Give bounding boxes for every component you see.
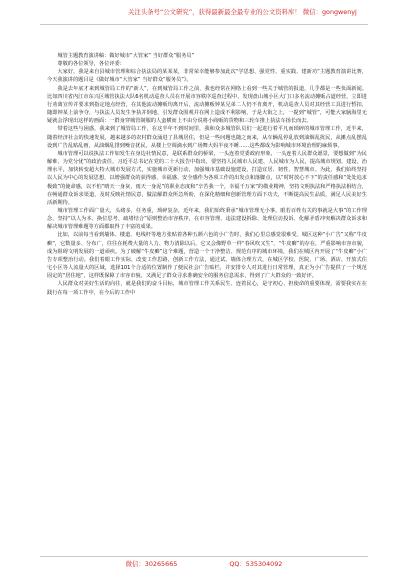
document-body (47, 52, 367, 297)
paragraph: 城市管理工作面广量大，头绪多，任务重，琐碎复杂，近年来，我们始终秉承“城市管理无小事，眼若百姓有关的事就是大事”的工作理念，坚持“以人为本、换位思考、疏堵结合”原则整治市容秩序，在市容管理、违法建设拆除、处理信访投诉、化解矛盾冲突解决群众诉求和解决城市管理难题等方面都取得了丰富的成果。 (47, 207, 367, 231)
paragraph: 人民群众对美好生活的向往，就是我们的奋斗目标，城市管理工作关系民生、连着民心，是守初心、担使命的重要体现，需要我实在在践行在每一项工作中，在今后的工作中 (47, 281, 367, 296)
header-banner[interactable]: 关注头条号“公文研究”，获得最新最全最专业的公文资料库！ 微信：gongwenyj (128, 8, 357, 16)
paragraph: 城市管理可以说执法工作如发生在身边社情民意，是联系群众的桥梁，一头连着党委政府形象，一头连着人民群众愿景，要想做到“为民解难、为党分忧”的政治责任，习近平总书记在党的二十大报告中指出，要坚持人民城市人民建、人民城市为人民，提高城市规划、建设、治理水平，加快转变超大特大城市发展方式，实施城市更新行动，加强城市基础设施建设，打造宜居、韧性、智慧城市。为此，我们始终坚持以人民为中心的发展思想，以增强群众的获得感、幸福感、安全感作为各项工作的出发点和落脚点，以“时时放心不下”的责任感和“处处追求极致”的使命感，以不怕“晴天一身灰、雨天一身泥”的职业态度和“辛苦我一个，幸福千万家”的敬业精神，坚持文明执法和严格执法相结合，在畅通群众诉求渠道，及时反映社情民意，做法解群众所急所盼，在深化精细和创新管理方面下功夫，不断提高民生品质，满足人民美好生活新期待。 (47, 150, 367, 206)
footer-divider (40, 556, 368, 557)
footer-contacts (0, 560, 408, 569)
footer-qq: QQ：535304092 (229, 560, 283, 568)
paragraph: 我是去年底才来到城管局工作的“新人”，在到城管局工作之前，我也经常在网络上看到一些关于城管的报道，几乎都是一些负面新闻。比如四川省内江市东兴区城管执法大队6名机动巡查人员在开展市容秩序巡查过程中，发现盘山城小区大门口多名流动摊贩占道经营，立即进行劝离宣传并要求到指定地点经营，在其他流动摊贩均离开后，流动摊贩钟某兄弟二人仍不肯离开，机动巡查人员对其经营工具进行暂扣，随即钟某上前争夺，与执法人员发生争执并倒地，引发群众围观并在网上造成不利影响，于是大街之上，一提到“城管”，可能大家脑海里无疑就会浮现出这样的画面：一群身穿城管制服的人蛮横而上不由分说将小商贩的货物和三轮车推上执法车扬长而去。 (47, 85, 367, 125)
paragraph: 比如，以前每当看到墙体、楼道、电线杆等地方张贴着各种五颜六色的小广告时，我们心里总感觉很难受。城区这种“小广告”又称“牛皮癣”，它数量多、分布广，往往在耗费大量的人力、物力清除以后，它又会像野草一样“春风吹又生”，“牛皮癣”的存在，严重影响市容市貌，成为阻碍文明发展的一道顽疾。为了破解“牛皮癣”这个难题，营造一个干净整洁、规范有序的城市环境，我们在城区内开展了“牛皮癣”小广告专项整治行动。我们着眼工作实际，改变工作思路，创新工作方法，通过试、墙体合理方式，在城区学校、医院、广场、酒店、开放式住宅小区等人流量大的区域，选择101个合适的位置制作了便民社会广告贴栏，并安排专人对其进行日常管理，真正为小广告提供了一个规范固定的“居住地”，这样既保障了市容市貌，又满足了群众寻求准确安全的服务信息需求，得到了广大群众的一致好评。 (47, 232, 367, 280)
salutation: 尊敬的各位领导，各位评委： (57, 61, 125, 68)
footer-wechat: 微信：30265665 (125, 560, 178, 568)
header-divider (40, 24, 368, 25)
speech-title: 城管主题教育演讲稿：做好城市“大管家” 当好群众“服务员” (57, 53, 195, 59)
paragraph: 大家好，我是来自县城市管理和综合执法局的某某某，非常荣幸能够参加此次“学思想、强党性、重实践、建新功”主题教育演讲比赛，今天我演讲的题目是《做好城市“大管家” 当好群众“服务员”》。 (47, 69, 367, 84)
paragraph: 带着这些与困惑，我来到了城管局工作，在这半年不到时间里，我和众多城管队员们一起进行着平凡而琐碎的城市管理工作，近半来，随着经济社会的快速发展，越来越多的农村群众涌进了县城居住，但是一些问题也随之而来，从车辆乱停乱放到油烟乱扰民，从摊点乱摆乱设到广告乱贴乱画，从油烟乱排到噪音扰民，从楼上空调滴水到广场舞大妈半夜不睡……这些都成为影响城市环境治理的麻烦事。 (47, 126, 367, 149)
